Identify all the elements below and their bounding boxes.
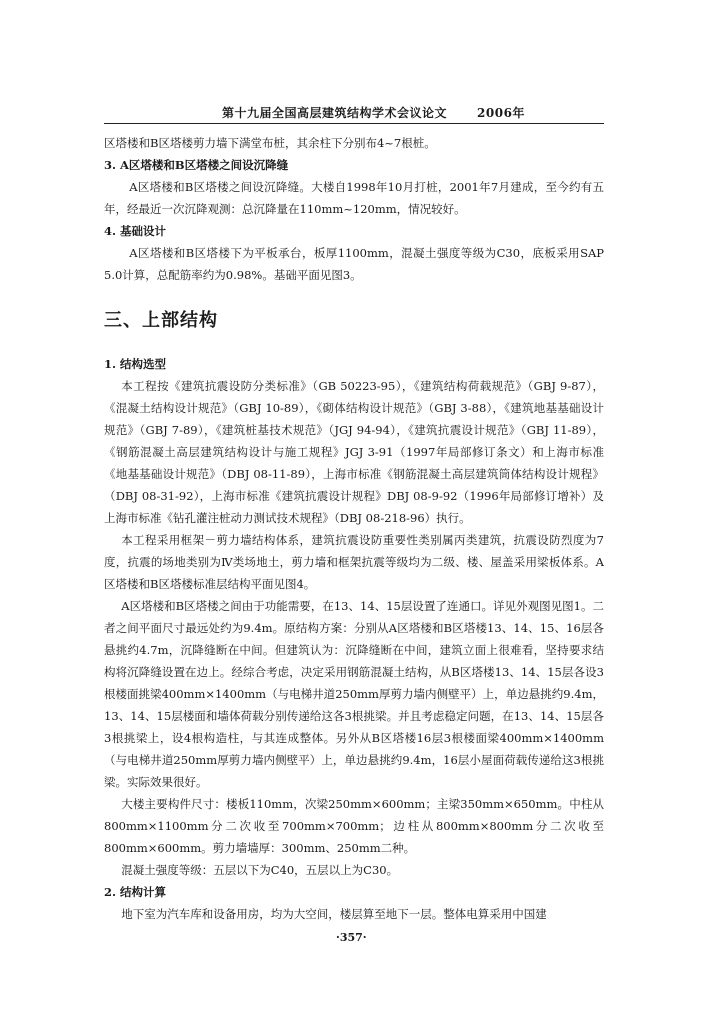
header-title: 第十九届全国高层建筑结构学术会议论文 [222,106,448,120]
running-header [222,104,525,121]
section-heading: 三、上部结构 [104,310,218,331]
subheading-structure-selection: 1. 结构选型 [104,357,167,371]
body-section [104,353,604,925]
paragraph-structural-system: 本工程采用框架－剪力墙结构体系，建筑抗震设防重要性类别属丙类建筑，抗震设防烈度为7度，抗震的场地类别为Ⅳ类场地土，剪力墙和框架抗震等级均为二级、楼、屋盖采用梁板体系。A区塔楼和B区塔楼标准层结构平面见图4。 [104,533,604,591]
subheading-settlement-joint: 3. A区塔楼和B区塔楼之间设沉降缝 [104,158,289,172]
page-number: ·357· [336,931,367,944]
paragraph-codes: 本工程按《建筑抗震设防分类标准》（GB 50223-95），《建筑结构荷载规范》（GBJ 9-87），《混凝土结构设计规范》（GBJ 10-89），《砌体结构设计规范》（GBJ 3-88），《建筑地基基础设计规范》（GBJ 7-89），《建筑桩基技术规范》（JGJ 94-94），《建筑抗震设计规范》（GBJ 11-89），《钢筋混凝土高层建筑结构设计与施工规程》JGJ 3-91（1997年局部修订条文）和上海市标准《地基基础设计规范》（DBJ 08-11-89），上海市标准《钢筋混凝土高层建筑筒体结构设计规程》（DBJ 08-31-92），上海市标准《建筑抗震设计规程》DBJ 08-9-92（1996年局部修订增补）及上海市标准《钻孔灌注桩动力测试技术规程》（DBJ 08-218-96）执行。 [104,379,604,525]
header-year: 2006年 [477,106,525,120]
paragraph-member-sizes: 大楼主要构件尺寸：楼板110mm，次梁250mm×600mm；主梁350mm×650mm。中柱从800mm×1100mm分二次收至700mm×700mm；边柱从800mm×800mm分二次收至800mm×600mm。剪力墙墙厚：300mm、250mm二种。 [104,797,604,855]
paragraph-continued: 区塔楼和B区塔楼剪力墙下满堂布桩，其余柱下分别布4~7根桩。 [104,136,436,150]
subheading-foundation-design: 4. 基础设计 [104,224,167,238]
paragraph-calculation: 地下室为汽车库和设备用房，均为大空间，楼层算至地下一层。整体电算采用中国建 [121,907,547,921]
paragraph-concrete-grade: 混凝土强度等级：五层以下为C40，五层以上为C30。 [121,863,399,877]
subheading-structural-calculation: 2. 结构计算 [104,885,167,899]
paragraph-settlement-joint: A区塔楼和B区塔楼之间设沉降缝。大楼自1998年10月打桩，2001年7月建成，至今约有五年，经最近一次沉降观测：总沉降量在110mm~120mm，情况较好。 [104,180,604,216]
header-rule [104,123,604,124]
paragraph-connection: A区塔楼和B区塔楼之间由于功能需要，在13、14、15层设置了连通口。详见外观图见图1。二者之间平面尺寸最远处约为9.4m。原结构方案：分别从A区塔楼和B区塔楼13、14、15、16层各悬挑约4.7m，沉降缝断在中间。但建筑认为：沉降缝断在中间，建筑立面上很难看，坚持要求结构将沉降缝设置在边上。经综合考虑，决定采用钢筋混凝土结构，从B区塔楼13、14、15层各设3根楼面挑梁400mm×1400mm（与电梯井道250mm厚剪力墙内侧壁平）上，单边悬挑约9.4m，13、14、15层楼面和墙体荷载分别传递给这各3根挑梁。并且考虑稳定问题，在13、14、15层各3根挑梁上，设4根构造柱，与其连成整体。另外从B区塔楼16层3根楼面梁400mm×1400mm（与电梯井道250mm厚剪力墙内侧壁平）上，单边悬挑约9.4m，16层小屋面荷载传递给这3根挑梁。实际效果很好。 [104,599,604,789]
paragraph-foundation-design: A区塔楼和B区塔楼下为平板承台，板厚1100mm，混凝土强度等级为C30，底板采用SAP 5.0计算，总配筋率约为0.98%。基础平面见图3。 [104,246,604,282]
top-section [104,132,604,286]
